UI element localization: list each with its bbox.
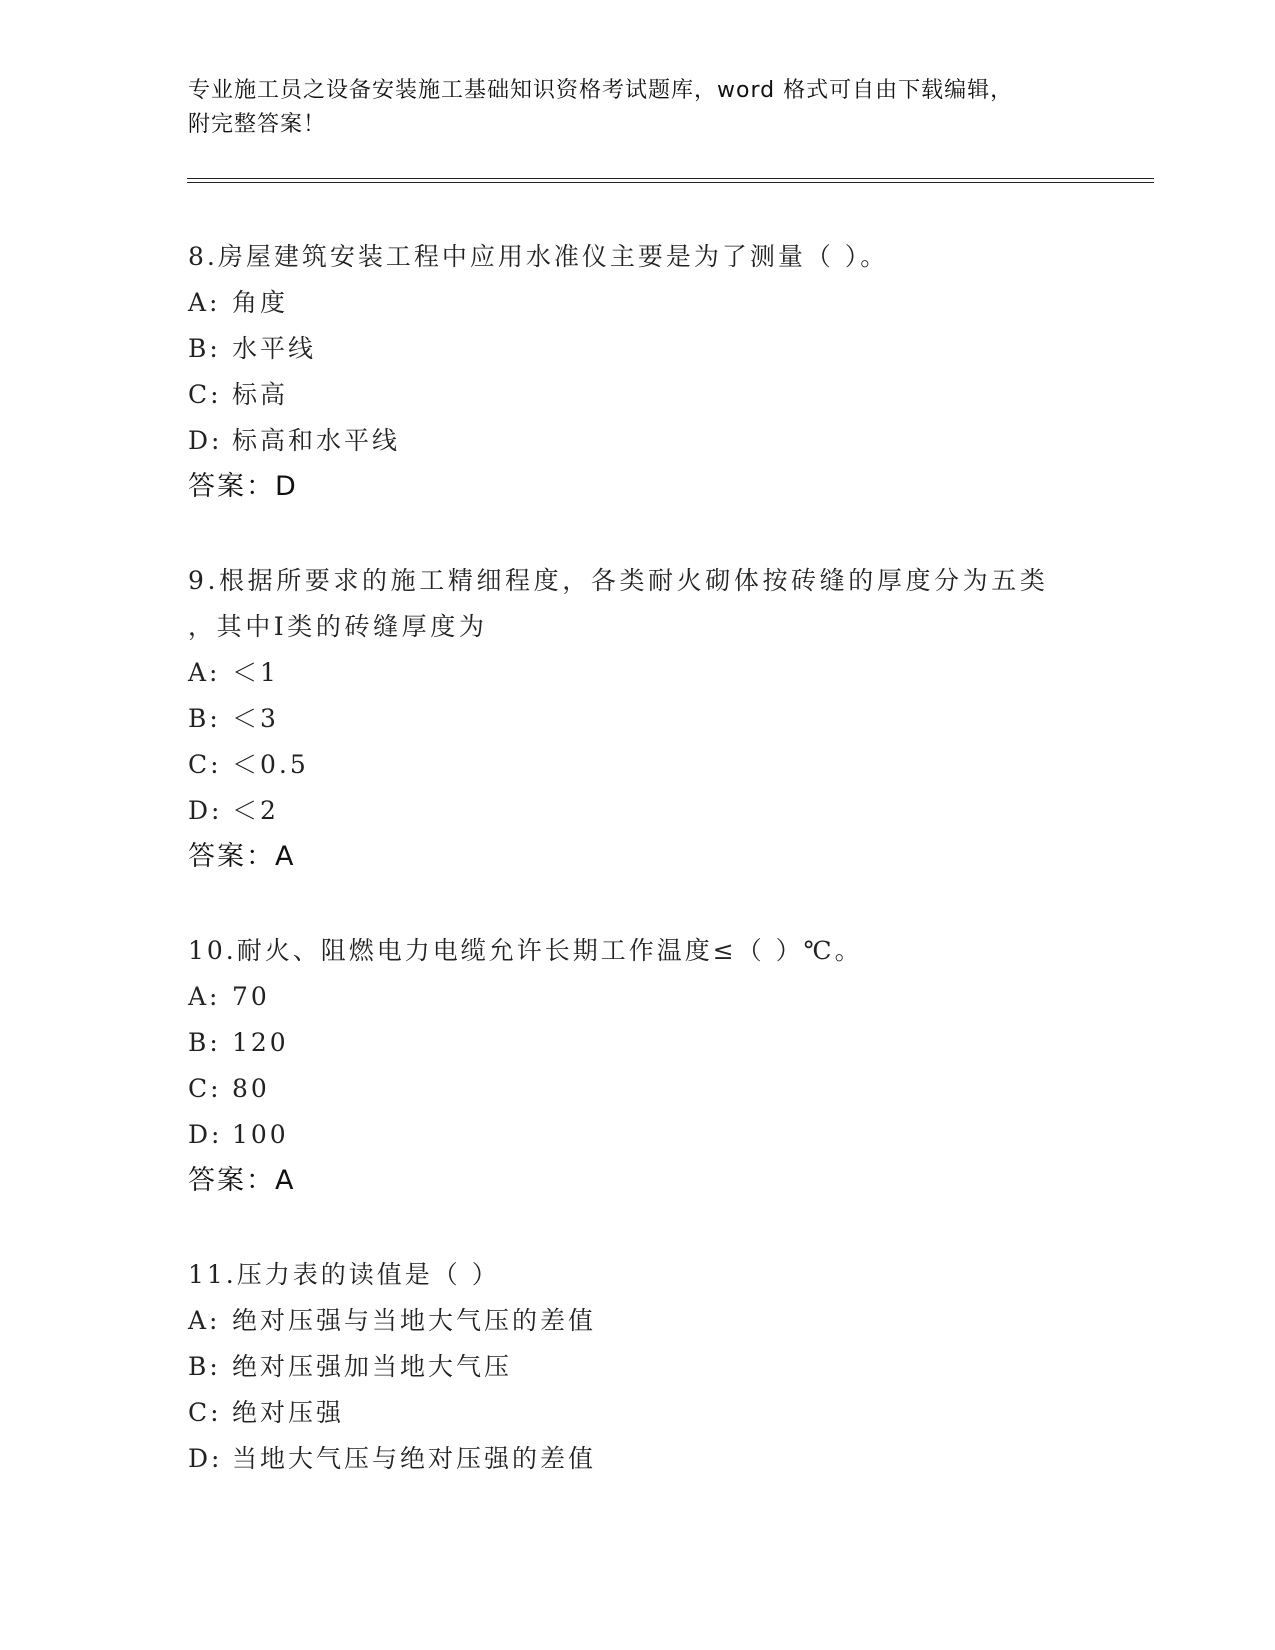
question-8 [188, 234, 1188, 510]
option-label: D: [188, 1120, 223, 1149]
option-d [188, 418, 1188, 464]
option-label: B: [188, 1352, 221, 1381]
question-9 [188, 558, 1188, 880]
option-label: C: [188, 1398, 222, 1427]
option-label: D: [188, 796, 223, 825]
option-d [188, 1436, 1188, 1482]
option-text: 水平线 [232, 334, 317, 363]
question-list [188, 234, 1188, 1530]
option-d [188, 788, 1188, 834]
option-text: ＜2 [232, 796, 279, 825]
option-label: D: [188, 1444, 223, 1473]
option-label: A: [188, 1306, 221, 1335]
option-text: 100 [232, 1120, 289, 1149]
option-label: A: [188, 288, 221, 317]
question-11 [188, 1252, 1188, 1482]
option-label: C: [188, 380, 222, 409]
option-label: C: [188, 750, 222, 779]
option-c [188, 742, 1188, 788]
option-text: 当地大气压与绝对压强的差值 [232, 1444, 597, 1473]
option-b [188, 696, 1188, 742]
option-text: 标高 [232, 380, 289, 409]
option-text: 70 [232, 982, 270, 1011]
option-label: C: [188, 1074, 222, 1103]
option-text: 120 [232, 1028, 289, 1057]
question-stem-continued: ，其中Ⅰ类的砖缝厚度为 [188, 612, 488, 641]
option-label: B: [188, 334, 221, 363]
answer-line: 答案：D [188, 471, 298, 502]
option-a [188, 650, 1188, 696]
option-a [188, 974, 1188, 1020]
header-line-2: 附完整答案！ [188, 112, 327, 137]
header-divider-top [187, 178, 1154, 179]
document-header [188, 74, 1088, 142]
option-text: 绝对压强与当地大气压的差值 [232, 1306, 597, 1335]
option-a [188, 280, 1188, 326]
option-label: A: [188, 658, 221, 687]
option-text: ＜0.5 [232, 750, 309, 779]
option-text: 标高和水平线 [232, 426, 401, 455]
option-label: B: [188, 704, 221, 733]
option-c [188, 1390, 1188, 1436]
option-label: B: [188, 1028, 221, 1057]
question-stem: 8.房屋建筑安装工程中应用水准仪主要是为了测量（ ）。 [188, 242, 889, 271]
option-text: ＜3 [232, 704, 279, 733]
option-b [188, 1344, 1188, 1390]
answer-line: 答案：A [188, 1165, 296, 1196]
option-text: 绝对压强 [232, 1398, 345, 1427]
option-a [188, 1298, 1188, 1344]
option-label: D: [188, 426, 223, 455]
option-text: 角度 [232, 288, 289, 317]
answer-line: 答案：A [188, 841, 296, 872]
option-label: A: [188, 982, 221, 1011]
option-text: ＜1 [232, 658, 279, 687]
option-text: 80 [232, 1074, 270, 1103]
header-line-1: 专业施工员之设备安装施工基础知识资格考试题库，word 格式可自由下载编辑， [188, 78, 1014, 103]
question-stem: 11.压力表的读值是（ ） [188, 1260, 500, 1289]
option-text: 绝对压强加当地大气压 [232, 1352, 513, 1381]
header-divider-bottom [187, 182, 1154, 183]
option-c [188, 1066, 1188, 1112]
option-d [188, 1112, 1188, 1158]
question-stem: 10.耐火、阻燃电力电缆允许长期工作温度≤（ ）℃。 [188, 936, 863, 965]
question-10 [188, 928, 1188, 1204]
question-stem: 9.根据所要求的施工精细程度，各类耐火砌体按砖缝的厚度分为五类 [188, 566, 1049, 595]
option-b [188, 326, 1188, 372]
option-c [188, 372, 1188, 418]
option-b [188, 1020, 1188, 1066]
